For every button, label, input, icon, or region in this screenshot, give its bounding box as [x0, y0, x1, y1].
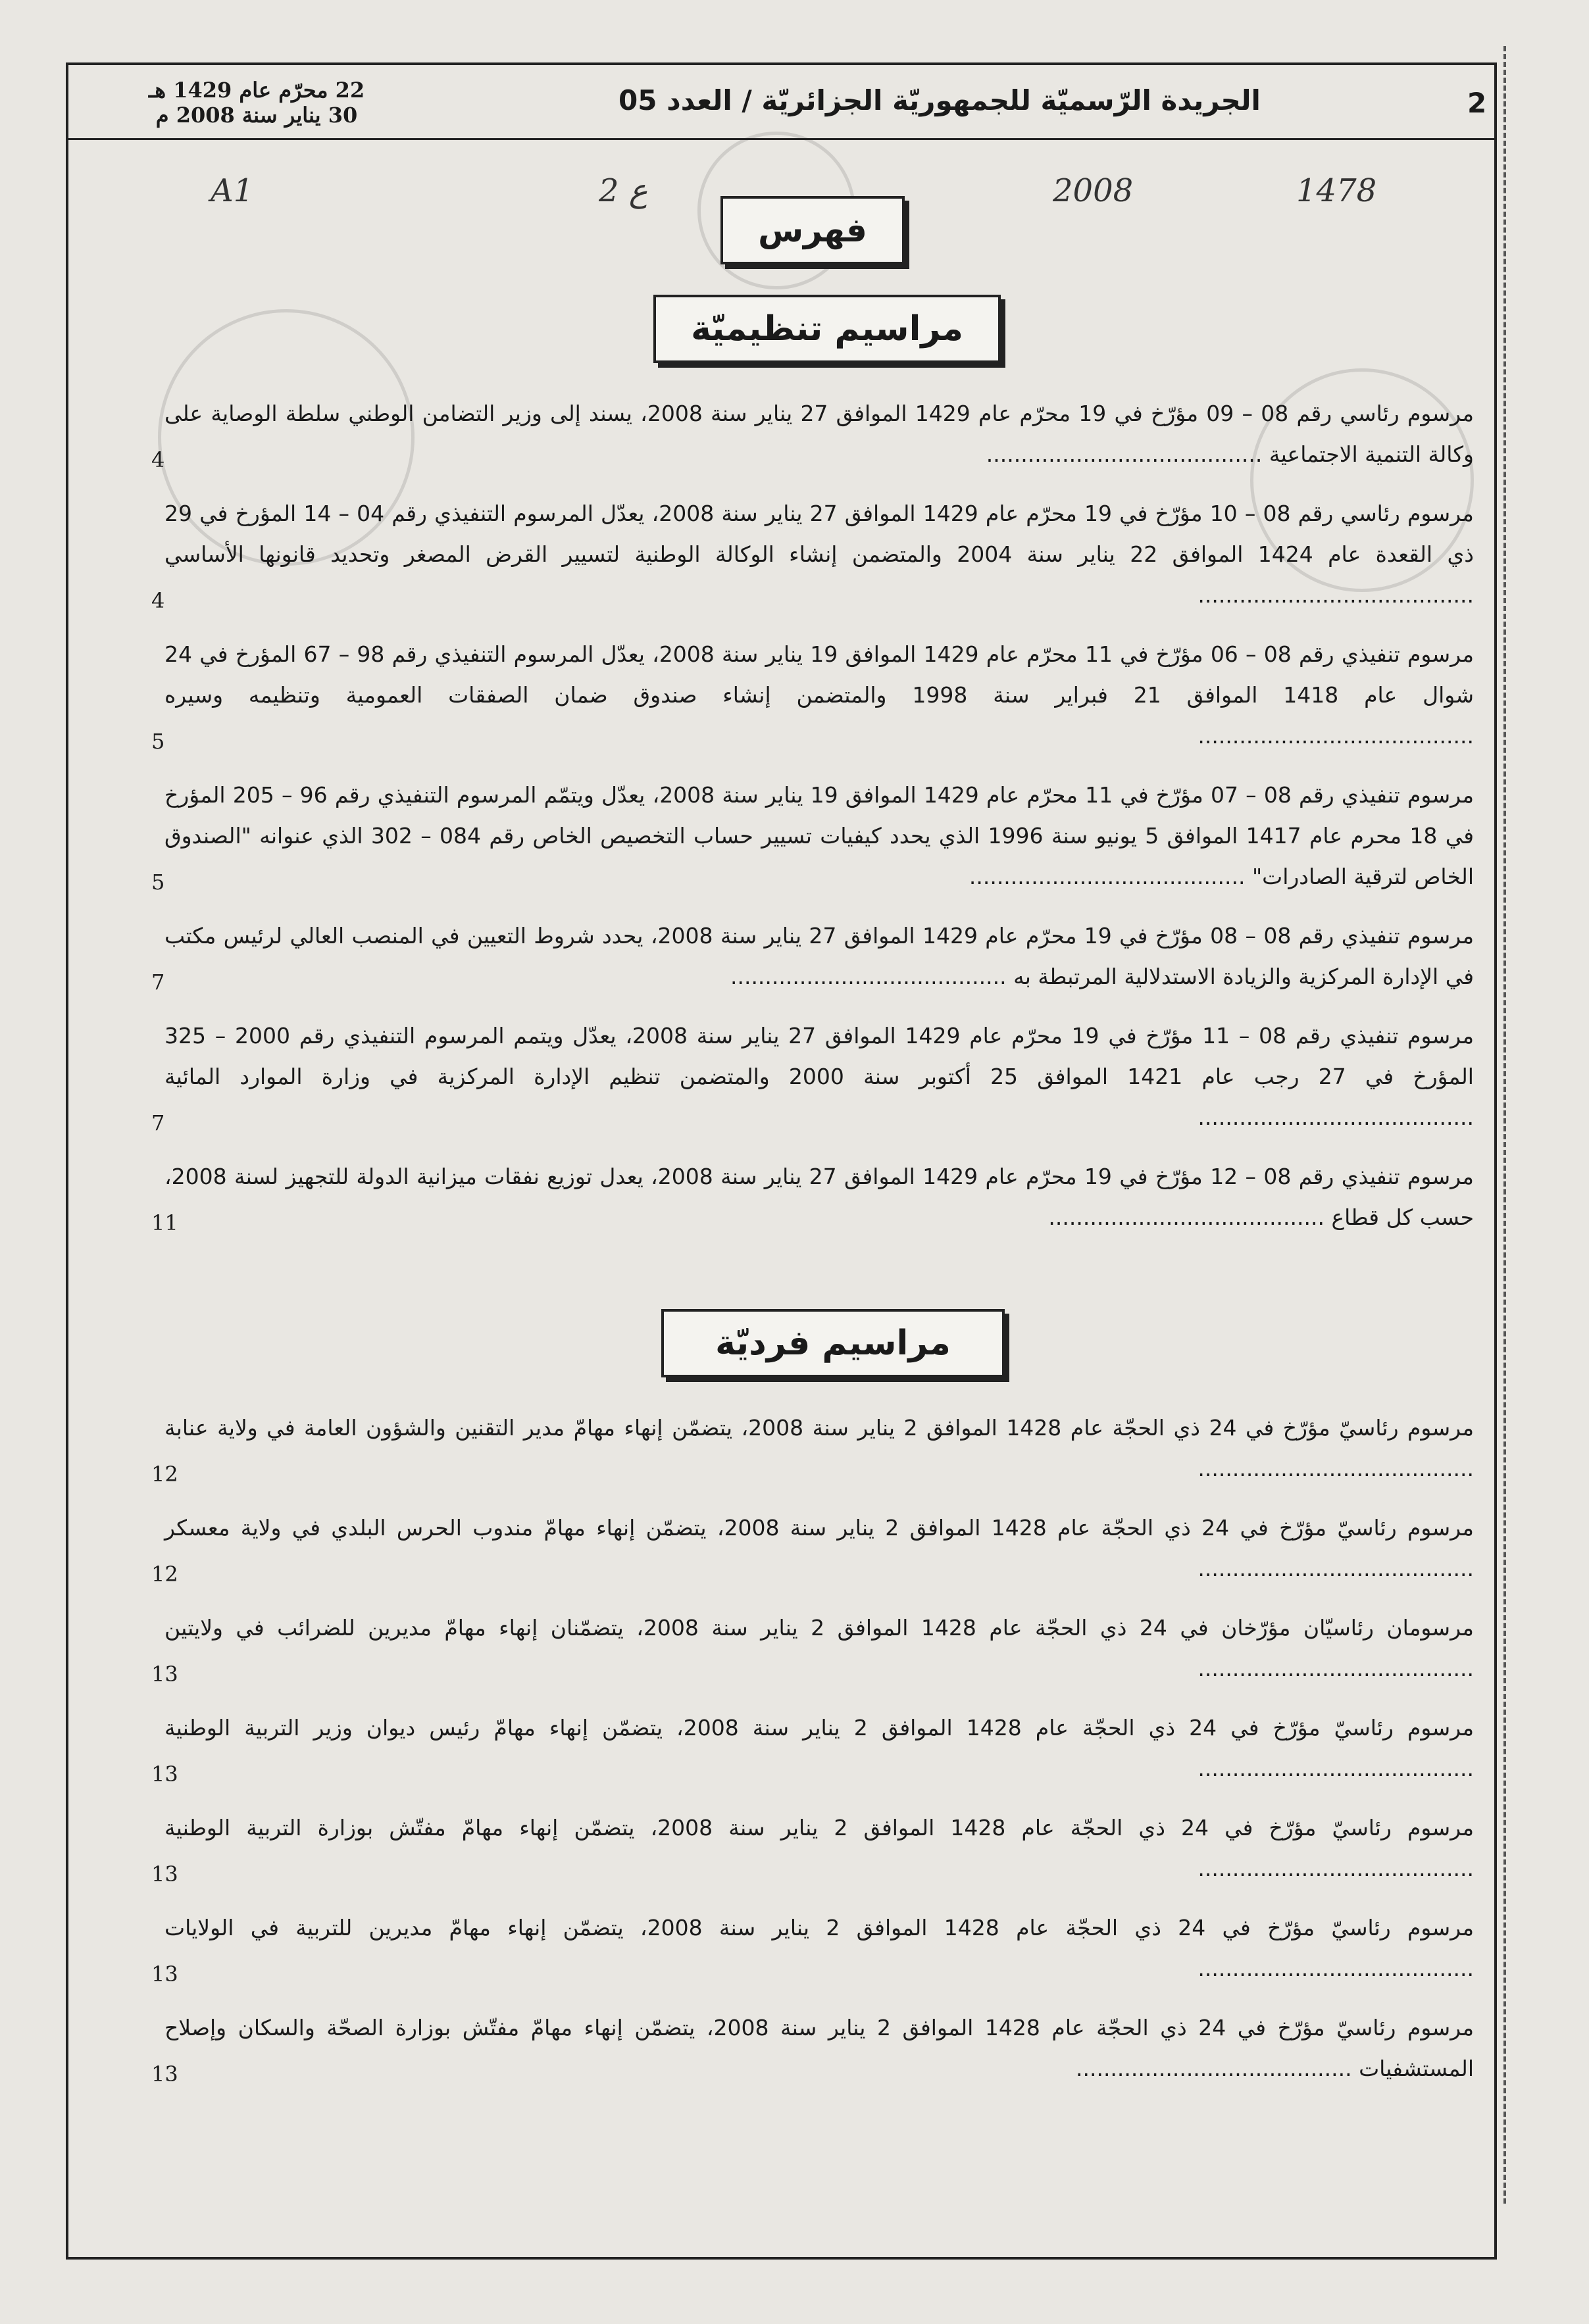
issue-date [132, 78, 382, 128]
toc-entry-page: 13 [151, 1962, 178, 1987]
leader-dots: ........................................ [969, 864, 1252, 889]
toc-entry-page: 13 [151, 1662, 178, 1687]
toc-entry-page: 5 [151, 729, 165, 754]
leader-dots: ........................................ [1198, 1104, 1474, 1130]
leader-dots: ........................................ [1075, 2056, 1359, 2081]
leader-dots: ........................................ [1198, 1656, 1474, 1681]
toc-entry-text: مرسوم تنفيذي رقم 08 – 11 مؤرّخ في 19 محرّم عام 1429 الموافق 27 يناير سنة 2008، يعدّل ويتمم المرسوم التنفيذي رقم 2000 – 325 المؤرخ في 27 رجب عام 1421 الموافق 25 أكتوبر سنة 2000 والمتضمن تنظيم الإدارة المركزية في وزارة الموارد المائية ........................................ [164, 1023, 1475, 1130]
toc-entry [151, 1708, 1474, 1789]
page-number: 2 [1467, 87, 1487, 119]
toc-entry-page: 5 [151, 870, 165, 895]
leader-dots: ........................................ [1198, 723, 1474, 749]
gazette-title: الجريدة الرّسميّة للجمهوريّة الجزائريّة / العدد 05 [618, 84, 1261, 116]
toc-entry [151, 1508, 1474, 1589]
toc-entry [151, 1016, 1475, 1138]
leader-dots: ........................................ [1048, 1204, 1332, 1230]
leader-dots: ........................................ [1198, 1956, 1474, 1981]
toc-entry [151, 393, 1474, 475]
leader-dots: ........................................ [986, 441, 1269, 467]
toc-entry-page: 4 [151, 588, 165, 613]
date-gregorian: 30 يناير سنة 2008 م [155, 103, 358, 128]
toc-entry-text: مرسوم رئاسيّ مؤرّخ في 24 ذي الحجّة عام 1428 الموافق 2 يناير سنة 2008، يتضمّن إنهاء مهامّ مفتّش بوزارة التربية الوطنية ........................................ [164, 1815, 1475, 1881]
leader-dots: ........................................ [730, 964, 1014, 989]
toc-entry-text: مرسوم رئاسي رقم 08 – 10 مؤرّخ في 19 محرّم عام 1429 الموافق 27 يناير سنة 2008، يعدّل المرسوم التنفيذي رقم 04 – 14 المؤرخ في 29 ذي القعدة عام 1424 الموافق 22 يناير سنة 2004 والمتضمن إنشاء الوكالة الوطنية لتسيير القرض المصغر وتحديد قانونها الأساسي ........................................ [164, 501, 1474, 608]
section-title-box-regulatory [653, 295, 1001, 363]
section-title-box-individual [661, 1309, 1005, 1377]
toc-entry-text: مرسوم رئاسيّ مؤرّخ في 24 ذي الحجّة عام 1428 الموافق 2 يناير سنة 2008، يتضمّن إنهاء مهامّ مديرين للتربية في الولايات ........................................ [164, 1915, 1474, 1981]
leader-dots: ........................................ [1198, 1456, 1474, 1481]
handwritten-note-left: A1 [211, 172, 254, 209]
toc-entry-page: 13 [151, 2062, 178, 2087]
toc-entry [151, 1156, 1474, 1238]
toc-entry [151, 2008, 1474, 2089]
date-hijri: 22 محرّم عام 1429 هـ [148, 78, 365, 103]
toc-entry [151, 916, 1475, 997]
toc-entry-text: مرسوم تنفيذي رقم 08 – 12 مؤرّخ في 19 محرّم عام 1429 الموافق 27 يناير سنة 2008، يعدل توزيع نفقات ميزانية الدولة للتجهيز لسنة 2008، حسب كل قطاع ........................................ [164, 1164, 1474, 1230]
toc-entry-text: مرسوم رئاسيّ مؤرّخ في 24 ذي الحجّة عام 1428 الموافق 2 يناير سنة 2008، يتضمّن إنهاء مهامّ مندوب الحرس البلدي في ولاية معسكر ........................................ [164, 1515, 1474, 1581]
toc-section-regulatory [151, 393, 1475, 1256]
perforation-edge [1503, 46, 1509, 2204]
leader-dots: ........................................ [1198, 1856, 1474, 1881]
toc-entry-text: مرسوم تنفيذي رقم 08 – 06 مؤرّخ في 11 محرّم عام 1429 الموافق 19 يناير سنة 2008، يعدّل المرسوم التنفيذي رقم 98 – 67 المؤرخ في 24 شوال عام 1418 الموافق 21 فبراير سنة 1998 والمتضمن إنشاء صندوق ضمان الصفقات العمومية وتنظيمه وسيره ........................................ [164, 641, 1475, 749]
toc-entry-page: 11 [151, 1210, 178, 1235]
section-title-individual: مراسيم فرديّة [715, 1323, 951, 1363]
toc-title-box [720, 196, 905, 264]
toc-entry [151, 1908, 1474, 1989]
toc-entry-text: مرسوم تنفيذي رقم 08 – 08 مؤرّخ في 19 محرّم عام 1429 الموافق 27 يناير سنة 2008، يحدد شروط التعيين في المنصب العالي لرئيس مكتب في الإدارة المركزية والزيادة الاستدلالية المرتبطة به ........................................ [164, 923, 1475, 989]
leader-dots: ........................................ [1198, 1556, 1474, 1581]
toc-entry [151, 493, 1474, 616]
toc-entry-page: 7 [151, 970, 165, 995]
toc-entry-text: مرسوم رئاسيّ مؤرّخ في 24 ذي الحجّة عام 1428 الموافق 2 يناير سنة 2008، يتضمّن إنهاء مهامّ مدير التقنين والشؤون العامة في ولاية عنابة ........................................ [164, 1415, 1475, 1481]
toc-entry-page: 4 [151, 447, 165, 472]
header-rule [68, 138, 1494, 140]
toc-entry-text: مرسوم رئاسيّ مؤرّخ في 24 ذي الحجّة عام 1428 الموافق 2 يناير سنة 2008، يتضمّن إنهاء مهامّ رئيس ديوان وزير التربية الوطنية ........................................ [164, 1715, 1474, 1781]
toc-entry-page: 12 [151, 1462, 178, 1487]
toc-entry-text: مرسوم رئاسي رقم 08 – 09 مؤرّخ في 19 محرّم عام 1429 الموافق 27 يناير سنة 2008، يسند إلى وزير التضامن الوطني سلطة الوصاية على وكالة التنمية الاجتماعية ........................................ [164, 401, 1474, 467]
toc-entry-page: 12 [151, 1562, 178, 1587]
toc-entry-page: 13 [151, 1862, 178, 1887]
toc-section-individual [151, 1408, 1475, 2108]
handwritten-note-number: 1478 [1296, 172, 1377, 209]
toc-entry-page: 7 [151, 1110, 165, 1135]
section-title-regulatory: مراسيم تنظيميّة [691, 309, 963, 349]
leader-dots: ........................................ [1198, 1756, 1474, 1781]
toc-entry [151, 775, 1475, 897]
toc-title: فهرس [758, 211, 867, 249]
leader-dots: ........................................ [1198, 582, 1474, 608]
handwritten-note-year: 2008 [1053, 172, 1134, 209]
toc-entry [151, 634, 1475, 756]
toc-entry [151, 1408, 1475, 1489]
toc-entry-text: مرسوم تنفيذي رقم 08 – 07 مؤرّخ في 11 محرّم عام 1429 الموافق 19 يناير سنة 2008، يعدّل ويتمّم المرسوم التنفيذي رقم 96 – 205 المؤرخ في 18 محرم عام 1417 الموافق 5 يونيو سنة 1996 الذي يحدد كيفيات تسيير حساب التخصيص الخاص رقم 084 – 302 الذي عنوانه "الصندوق الخاص لترقية الصادرات" ........................................ [164, 782, 1475, 889]
toc-entry [151, 1608, 1474, 1689]
handwritten-note-mid: ع 2 [599, 172, 648, 209]
toc-entry-text: مرسومان رئاسيّان مؤرّخان في 24 ذي الحجّة عام 1428 الموافق 2 يناير سنة 2008، يتضمّنان إنهاء مهامّ مديرين للضرائب في ولايتين ........................................ [164, 1615, 1474, 1681]
toc-entry-page: 13 [151, 1762, 178, 1787]
toc-entry-text: مرسوم رئاسيّ مؤرّخ في 24 ذي الحجّة عام 1428 الموافق 2 يناير سنة 2008، يتضمّن إنهاء مهامّ مفتّش بوزارة الصحّة والسكان وإصلاح المستشفيات ........................................ [164, 2015, 1474, 2081]
toc-entry [151, 1808, 1475, 1889]
